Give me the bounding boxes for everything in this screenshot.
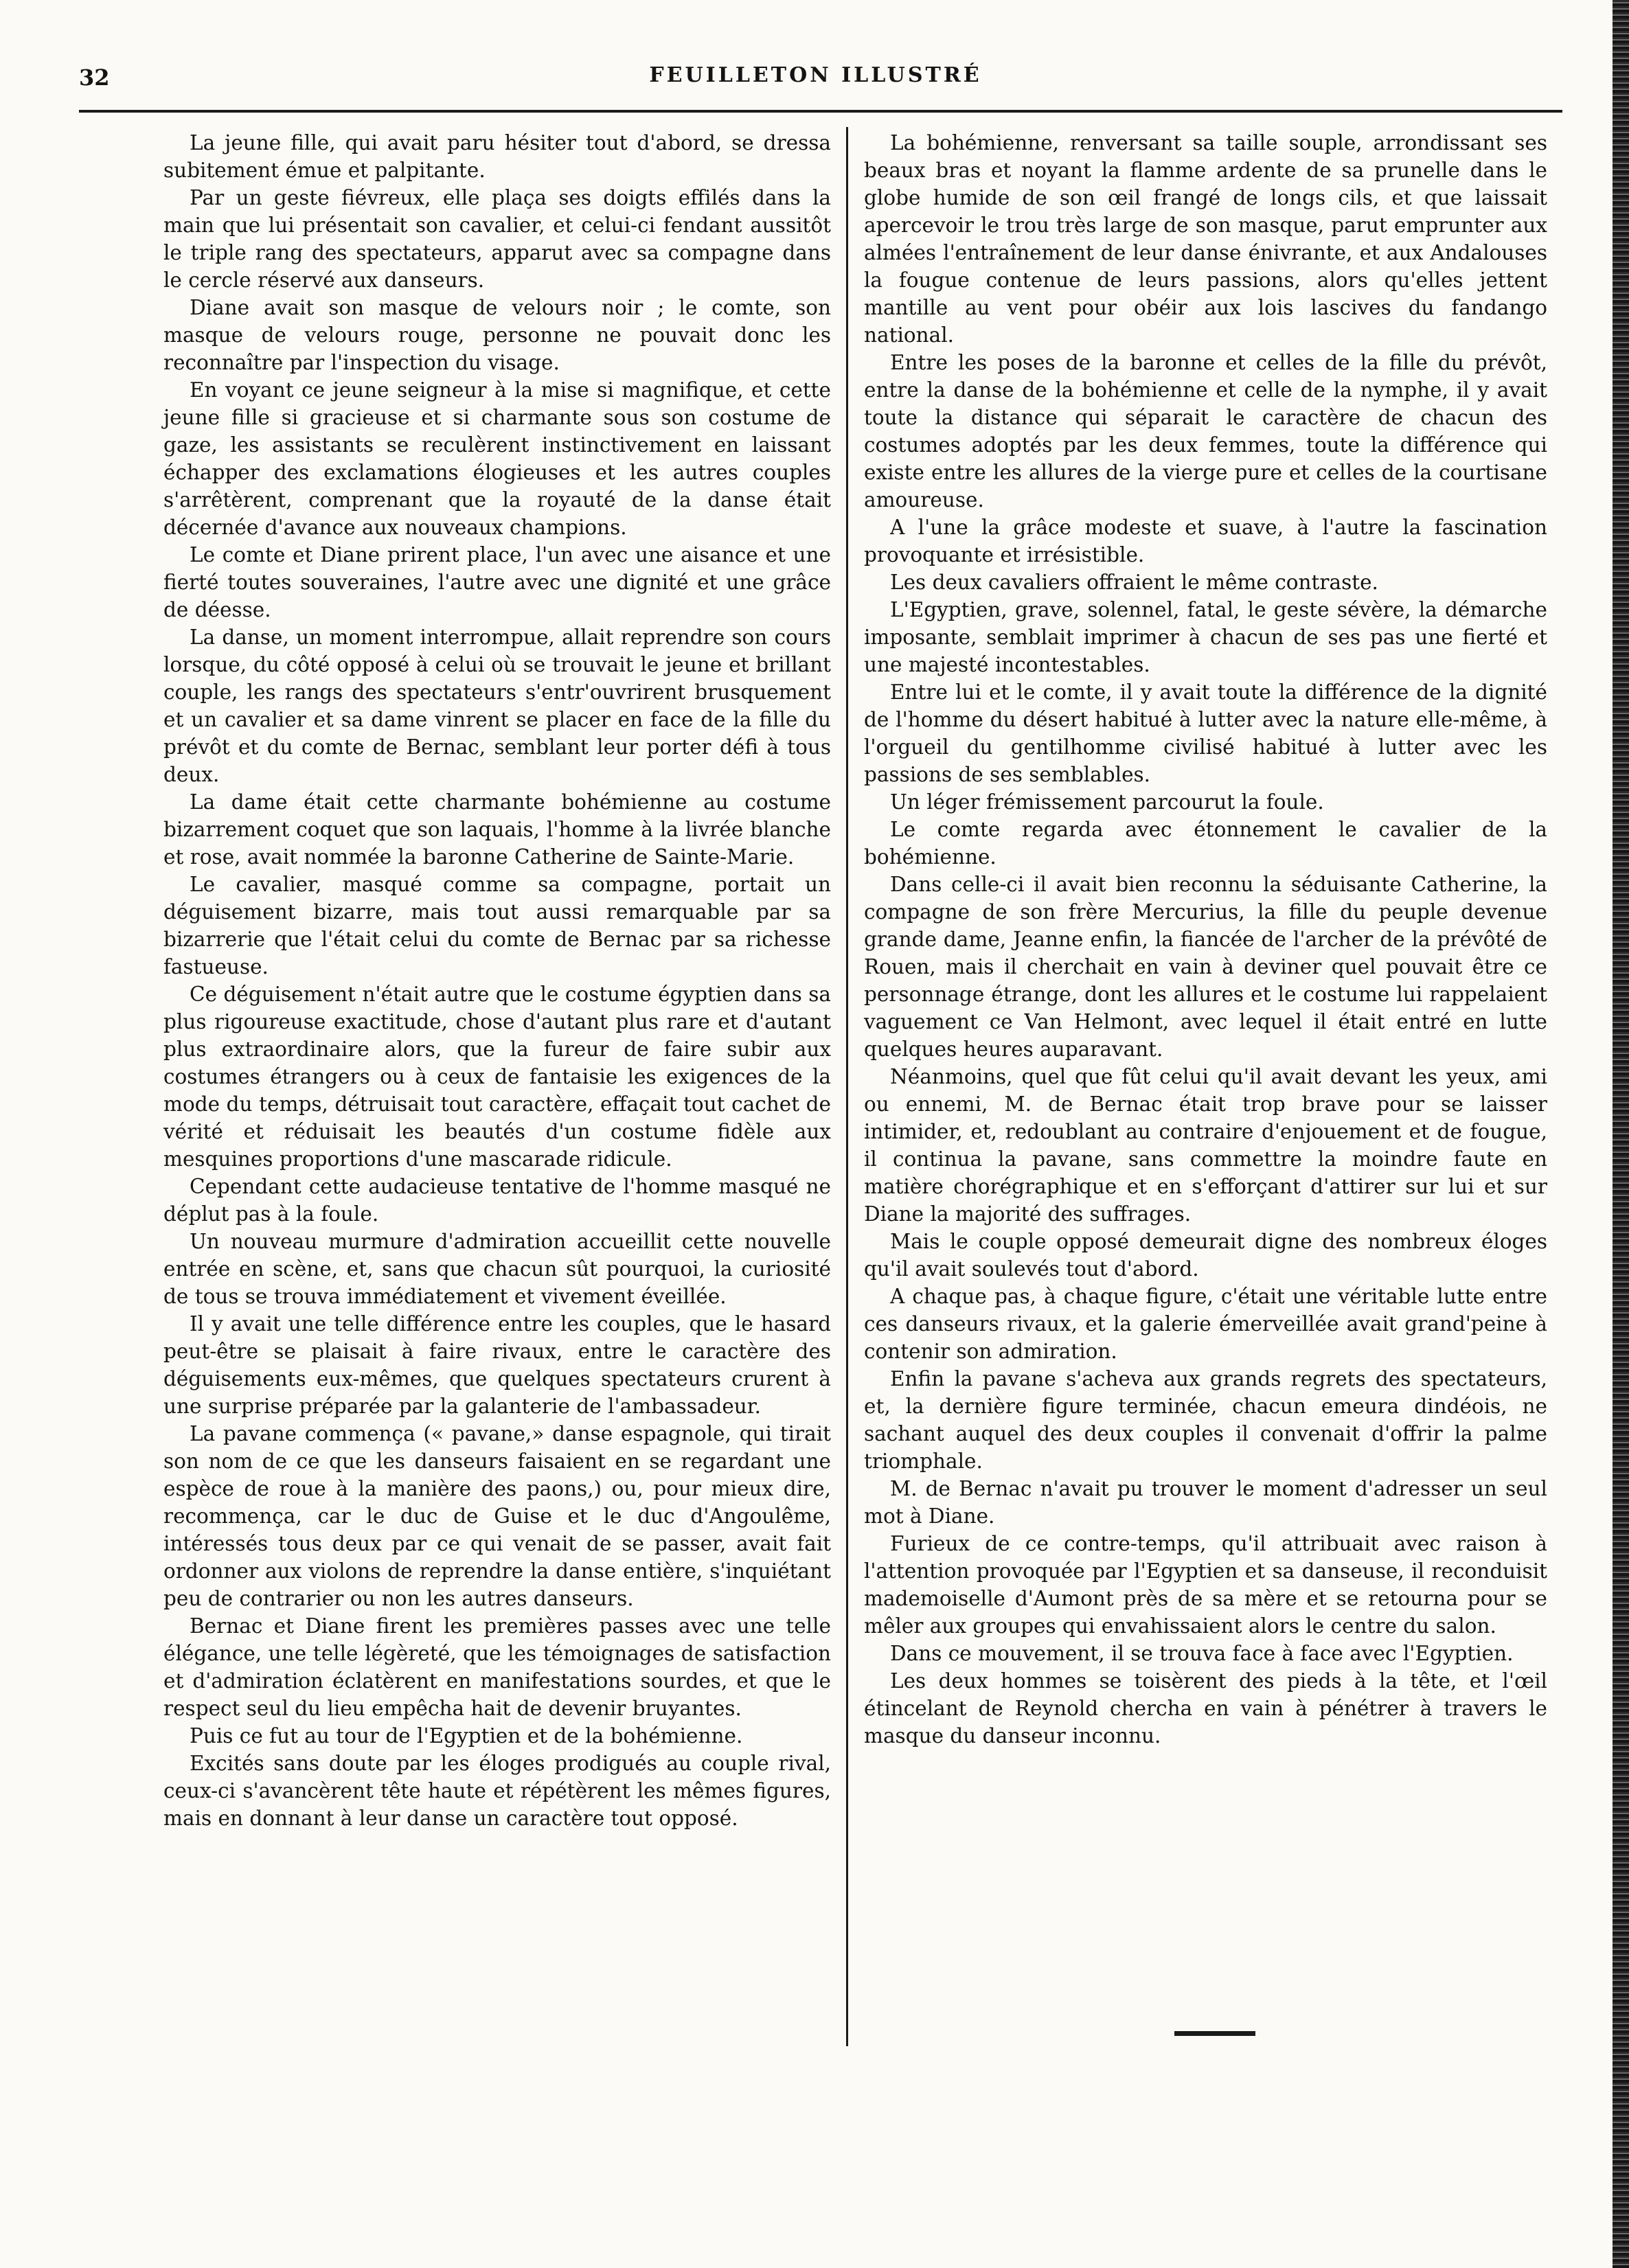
column-divider [846,127,848,2046]
paragraph: M. de Bernac n'avait pu trouver le moment d'adresser un seul mot à Diane. [864,1477,1547,1528]
scan-edge-strip [1613,0,1629,2268]
paragraph: Furieux de ce contre-temps, qu'il attribuait avec raison à l'attention provoquée par l'Egyptien et sa danseuse, il reconduisit mademoiselle d'Aumont près de sa mère et se retourna pour se mêler aux groupes qui envahissaient alors le centre du salon. [864,1532,1547,1638]
paragraph: La pavane commença (« pavane,» danse espagnole, qui tirait son nom de ce que les danseurs faisaient en se regardant une espèce de roue à la manière des paons,) ou, pour mieux dire, recommença, car le duc de Guise et le duc d'Angoulême, intéressés tous deux par ce qui venait de se passer, avait fait ordonner aux violons de reprendre la danse entière, s'inquiétant peu de contrarier ou non les autres danseurs. [163,1422,831,1610]
paragraph: Dans ce mouvement, il se trouva face à face avec l'Egyptien. [890,1642,1514,1665]
paragraph: Enfin la pavane s'acheva aux grands regrets des spectateurs, et, la dernière figure terminée, chacun emeura dindéois, ne sachant auquel des deux couples il convenait d'offrir la palme triomphale. [864,1367,1547,1473]
paragraph: Le comte et Diane prirent place, l'un avec une aisance et une fierté toutes souveraines, l'autre avec une dignité et une grâce de déesse. [163,543,831,621]
paragraph: L'Egyptien, grave, solennel, fatal, le geste sévère, la démarche imposante, semblait imprimer à chacun de ses pas une fierté et une majesté incontestables. [864,598,1547,676]
paragraph: La danse, un moment interrompue, allait reprendre son cours lorsque, du côté opposé à celui où se trouvait le jeune et brillant couple, les rangs des spectateurs s'entr'ouvrirent brusquement et un cavalier et sa dame vinrent se placer en face de la fille du prévôt et du comte de Bernac, semblant leur porter défi à tous deux. [163,626,831,786]
paragraph: En voyant ce jeune seigneur à la mise si magnifique, et cette jeune fille si gracieuse et si charmante sous son costume de gaze, les assistants se reculèrent instinctivement en laissant échapper des exclamations élogieuses et les autres couples s'arrêtèrent, comprenant que la royauté de la danse était décernée d'avance aux nouveaux champions. [163,378,831,539]
paragraph: Diane avait son masque de velours noir ; le comte, son masque de velours rouge, personne ne pouvait donc les reconnaître par l'inspection du visage. [163,296,831,374]
paragraph: A l'une la grâce modeste et suave, à l'autre la fascination provoquante et irrésistible. [864,516,1547,566]
paragraph: Par un geste fiévreux, elle plaça ses doigts effilés dans la main que lui présentait son cavalier, et celui-ci fendant aussitôt le triple rang des spectateurs, apparut avec sa compagne dans le cercle réservé aux danseurs. [163,186,831,292]
right-column [864,129,1547,1750]
paragraph: Excités sans doute par les éloges prodigués au couple rival, ceux-ci s'avancèrent tête haute et répétèrent les mêmes figures, mais en donnant à leur danse un caractère tout opposé. [163,1752,831,1830]
paragraph: Les deux hommes se toisèrent des pieds à la tête, et l'œil étincelant de Reynold chercha en vain à pénétrer à travers le masque du danseur inconnu. [864,1669,1547,1748]
paragraph: A chaque pas, à chaque figure, c'était une véritable lutte entre ces danseurs rivaux, et la galerie émerveillée avait grand'peine à contenir son admiration. [864,1285,1547,1363]
paragraph: Le cavalier, masqué comme sa compagne, portait un déguisement bizarre, mais tout aussi remarquable par sa bizarrerie que l'était celui du comte de Bernac par sa richesse fastueuse. [163,873,831,978]
paragraph: Entre lui et le comte, il y avait toute la différence de la dignité de l'homme du désert habitué à lutter avec la nature elle-même, à l'orgueil du gentilhomme civilisé habitué à lutter avec les passions de ses semblables. [864,680,1547,786]
paragraph: Ce déguisement n'était autre que le costume égyptien dans sa plus rigoureuse exactitude, chose d'autant plus rare et d'autant plus extraordinaire alors, que la fureur de faire subir aux costumes étrangers ou à ceux de fantaisie les exigences de la mode du temps, détruisait tout caractère, effaçait tout cachet de vérité et réduisait les beautés d'un costume fidèle aux mesquines proportions d'une mascarade ridicule. [163,983,831,1171]
page-number: 32 [79,65,110,91]
paragraph: Le comte regarda avec étonnement le cavalier de la bohémienne. [864,818,1547,869]
paragraph: Bernac et Diane firent les premières passes avec une telle élégance, une telle légèreté, que les témoignages de satisfaction et d'admiration éclatèrent en manifestations sourdes, et que le respect seul du lieu empêcha hait de devenir bruyantes. [163,1614,831,1720]
paragraph: La bohémienne, renversant sa taille souple, arrondissant ses beaux bras et noyant la flamme ardente de sa prunelle dans le globe humide de son œil frangé de longs cils, et que laissait apercevoir le trou très large de son masque, parut emprunter aux almées l'entraînement de leur danse énivrante, et aux Andalouses la fougue contenue de leurs passions, alors qu'elles jettent mantille au vent pour obéir aux lois lascives du fandango national. [864,131,1547,347]
end-rule [1174,2031,1255,2036]
paragraph: Un nouveau murmure d'admiration accueillit cette nouvelle entrée en scène, et, sans que chacun sût pourquoi, la curiosité de tous se trouva immédiatement et vivement éveillée. [163,1230,831,1308]
page-header [79,60,1552,95]
paragraph: Entre les poses de la baronne et celles de la fille du prévôt, entre la danse de la bohémienne et celle de la nymphe, il y avait toute la distance qui séparait le caractère de chacun des costumes adoptés par les deux femmes, toute la différence qui existe entre les allures de la vierge pure et celles de la courtisane amoureuse. [864,351,1547,512]
paragraph: Dans celle-ci il avait bien reconnu la séduisante Catherine, la compagne de son frère Mercurius, la fille du peuple devenue grande dame, Jeanne enfin, la fiancée de l'archer de la prévôté de Rouen, mais il cherchait en vain à deviner quel pouvait être ce personnage étrange, dont les allures et le costume lui rappelaient vaguement ce Van Helmont, avec lequel il était entré en lutte quelques heures auparavant. [864,873,1547,1061]
paragraph: Un léger frémissement parcourut la foule. [890,790,1324,814]
paragraph: Néanmoins, quel que fût celui qu'il avait devant les yeux, ami ou ennemi, M. de Bernac était trop brave pour se laisser intimider, et, redoublant au contraire d'enjouement et de fougue, il continua la pavane, sans commettre la moindre faute en matière chorégraphique et en s'efforçant d'attirer sur lui et sur Diane la majorité des suffrages. [864,1065,1547,1226]
paragraph: La dame était cette charmante bohémienne au costume bizarrement coquet que son laquais, l'homme à la livrée blanche et rose, avait nommée la baronne Catherine de Sainte-Marie. [163,790,831,869]
paragraph: Cependant cette audacieuse tentative de l'homme masqué ne déplut pas à la foule. [163,1175,831,1226]
paragraph: Il y avait une telle différence entre les couples, que le hasard peut-être se plaisait à faire rivaux, entre le caractère des déguisements eux-mêmes, que quelques spectateurs crurent à une surprise préparée par la galanterie de l'ambassadeur. [163,1312,831,1418]
running-title: FEUILLETON ILLUSTRÉ [649,63,982,87]
paragraph: Les deux cavaliers offraient le même contraste. [890,571,1378,594]
left-column [163,129,831,1832]
paragraph: Puis ce fut au tour de l'Egyptien et de la bohémienne. [190,1724,743,1748]
header-rule [79,110,1562,113]
paragraph: La jeune fille, qui avait paru hésiter tout d'abord, se dressa subitement émue et palpitante. [163,131,831,182]
paragraph: Mais le couple opposé demeurait digne des nombreux éloges qu'il avait soulevés tout d'abord. [864,1230,1547,1281]
